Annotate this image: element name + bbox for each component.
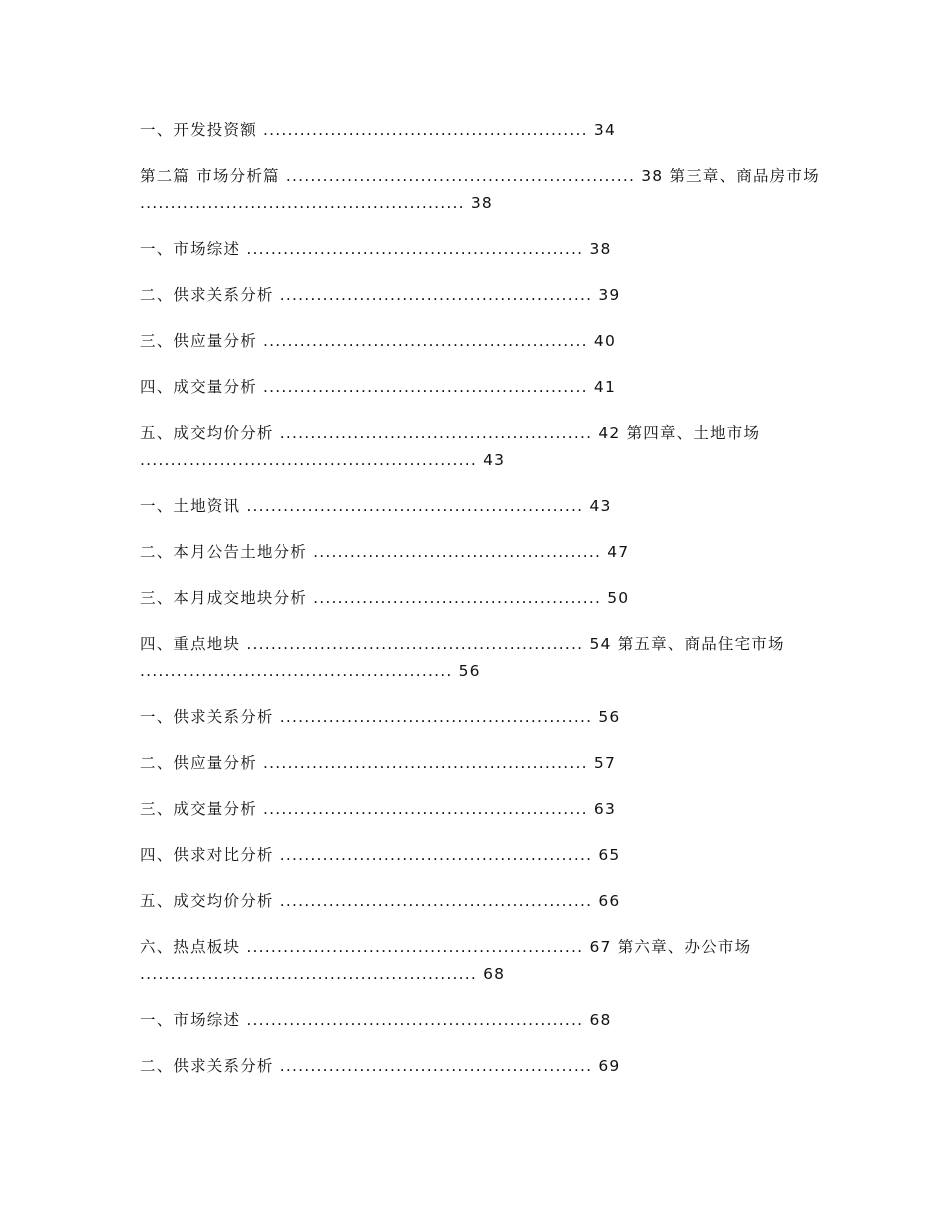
toc-entry: 六、热点板块 ....................................................... 67 第六章、办公市场 ....................................................... 68 xyxy=(140,938,752,983)
toc-entry: 四、供求对比分析 ................................................... 65 xyxy=(140,846,621,864)
toc-entry: 五、成交均价分析 ................................................... 66 xyxy=(140,892,621,910)
toc-entry: 一、市场综述 ....................................................... 38 xyxy=(140,240,612,258)
toc-entry: 五、成交均价分析 ................................................... 42 第四章、土地市场 ....................................................... 43 xyxy=(140,424,761,469)
toc-entry: 第二篇 市场分析篇 ......................................................... 38 第三章、商品房市场 ..................................................... 38 xyxy=(140,167,820,212)
toc-entry: 四、成交量分析 ..................................................... 41 xyxy=(140,378,617,396)
toc-entry: 四、重点地块 ....................................................... 54 第五章、商品住宅市场 ................................................... 56 xyxy=(140,635,785,680)
toc-entry: 一、开发投资额 ..................................................... 34 xyxy=(140,121,617,139)
toc-entry: 三、供应量分析 ..................................................... 40 xyxy=(140,332,617,350)
toc-entry: 二、本月公告土地分析 ............................................... 47 xyxy=(140,543,630,561)
toc-entry: 二、供求关系分析 ................................................... 69 xyxy=(140,1057,621,1075)
toc-entry: 二、供应量分析 ..................................................... 57 xyxy=(140,754,617,772)
table-of-contents xyxy=(140,117,820,1080)
toc-entry: 一、供求关系分析 ................................................... 56 xyxy=(140,708,621,726)
toc-entry: 三、本月成交地块分析 ............................................... 50 xyxy=(140,589,630,607)
toc-entry: 三、成交量分析 ..................................................... 63 xyxy=(140,800,617,818)
toc-entry: 一、市场综述 ....................................................... 68 xyxy=(140,1011,612,1029)
toc-entry: 一、土地资讯 ....................................................... 43 xyxy=(140,497,612,515)
toc-entry: 二、供求关系分析 ................................................... 39 xyxy=(140,286,621,304)
